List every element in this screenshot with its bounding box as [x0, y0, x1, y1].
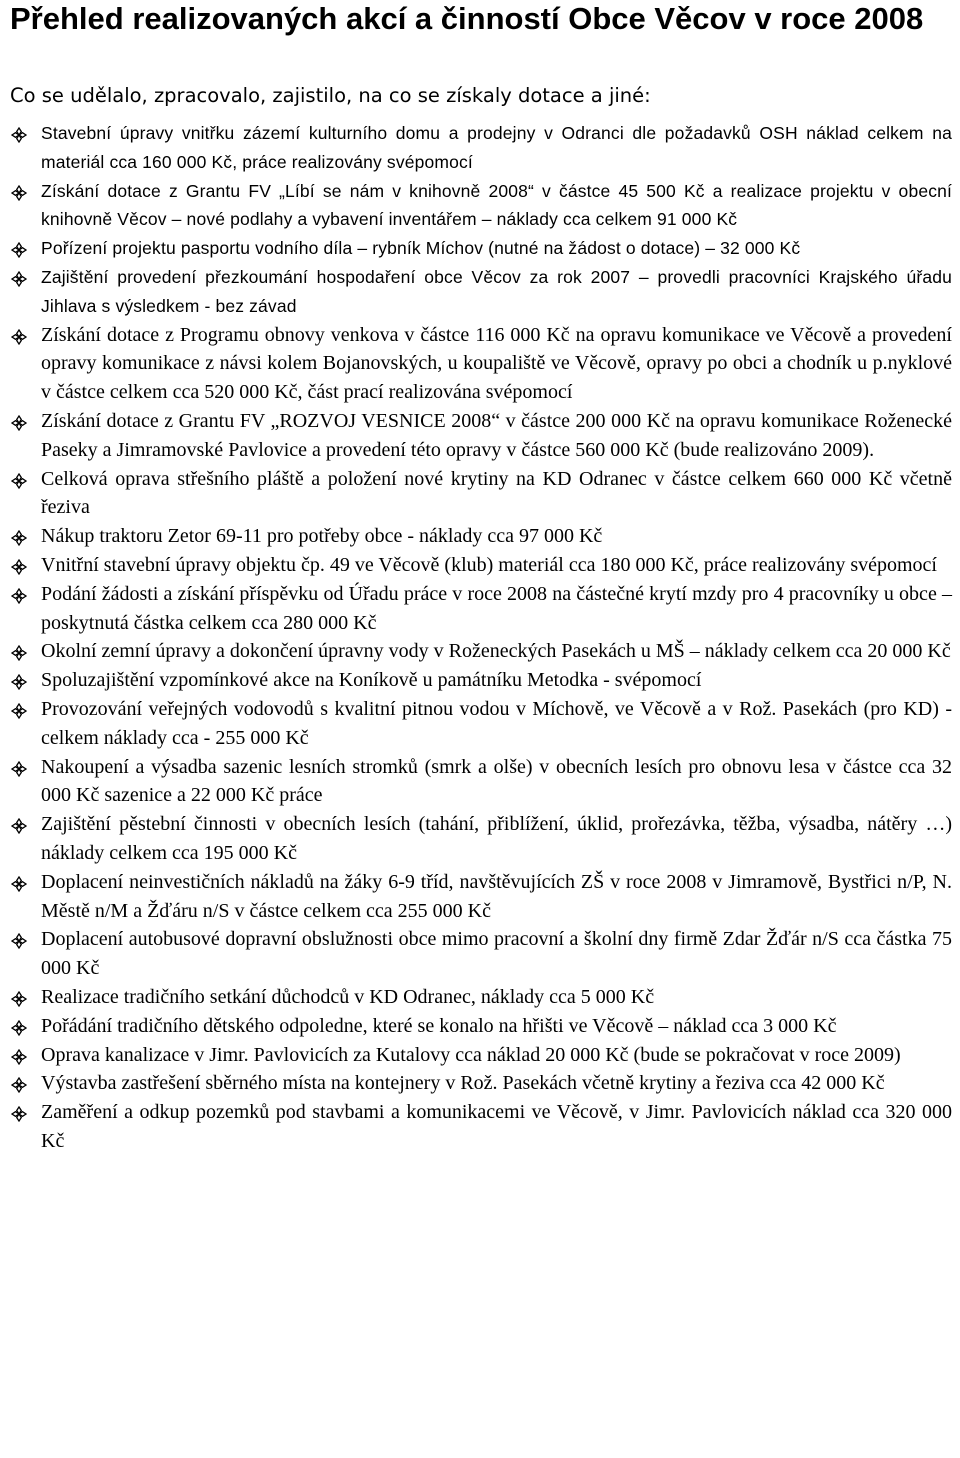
diamond-four-leaf-icon — [11, 674, 27, 690]
diamond-four-leaf-icon — [11, 933, 27, 949]
diamond-four-leaf-icon — [11, 818, 27, 834]
list-item-text: Zajištění provedení přezkoumání hospodaření obce Věcov za rok 2007 – provedli pracovníci Krajského úřadu Jihlava s výsledkem - bez závad — [41, 266, 952, 316]
list-item — [10, 1041, 952, 1070]
list-item — [10, 810, 952, 868]
list-item — [10, 666, 952, 695]
list-item — [10, 119, 952, 177]
diamond-four-leaf-icon — [11, 761, 27, 777]
list-item-text: Získání dotace z Grantu FV „Líbí se nám v knihovně 2008“ v částce 45 500 Kč a realizace projektu v obecní knihovně Věcov – nové podlahy a vybavení inventářem – náklady cca celkem 91 000 Kč — [41, 180, 952, 230]
list-item-text: Zaměření a odkup pozemků pod stavbami a komunikacemi ve Věcově, v Jimr. Pavlovicích náklad cca 320 000 Kč — [41, 1101, 952, 1152]
list-item-text: Celková oprava střešního pláště a položení nové krytiny na KD Odranec v částce celkem 660 000 Kč včetně řeziva — [41, 467, 952, 519]
diamond-four-leaf-icon — [11, 329, 27, 345]
list-item — [10, 925, 952, 983]
list-item-text: Provozování veřejných vodovodů s kvalitní pitnou vodou v Míchově, ve Věcově a v Rož. Pasekách (pro KD) - celkem náklady cca - 255 000 Kč — [41, 697, 952, 749]
list-item-text: Podání žádosti a získání příspěvku od Úřadu práce v roce 2008 na částečné krytí mzdy pro 4 pracovníky u obce – poskytnutá částka celkem cca 280 000 Kč — [41, 582, 952, 634]
list-item — [10, 263, 952, 321]
activity-list — [10, 119, 952, 1156]
diamond-four-leaf-icon — [11, 1020, 27, 1036]
list-item-text: Nákup traktoru Zetor 69-11 pro potřeby obce - náklady cca 97 000 Kč — [41, 525, 603, 548]
list-item — [10, 753, 952, 811]
list-item — [10, 695, 952, 753]
list-item — [10, 1012, 952, 1041]
diamond-four-leaf-icon — [11, 1077, 27, 1093]
list-item — [10, 1098, 952, 1156]
diamond-four-leaf-icon — [11, 876, 27, 892]
list-item-text: Výstavba zastřešení sběrného místa na kontejnery v Rož. Pasekách včetně krytiny a řeziva cca 42 000 Kč — [41, 1072, 885, 1095]
list-item-text: Pořádání tradičního dětského odpoledne, které se konalo na hřišti ve Věcově – náklad cca 3 000 Kč — [41, 1014, 837, 1037]
diamond-four-leaf-icon — [11, 588, 27, 604]
list-item-text: Zajištění pěstební činnosti v obecních lesích (tahání, přiblížení, úklid, prořezávka, těžba, výsadba, nátěry …) náklady celkem cca 195 000 Kč — [41, 813, 952, 864]
list-item — [10, 637, 952, 666]
diamond-four-leaf-icon — [11, 242, 27, 258]
diamond-four-leaf-icon — [11, 1049, 27, 1065]
list-item-text: Stavební úpravy vnitřku zázemí kulturního domu a prodejny v Odranci dle požadavků OSH náklad celkem na materiál cca 160 000 Kč, práce realizovány svépomocí — [41, 123, 952, 172]
list-item-text: Doplacení neinvestičních nákladů na žáky 6-9 tříd, navštěvujících ZŠ v roce 2008 v Jimramově, Bystřici n/P, N. Městě n/M a Žďáru n/S v částce celkem cca 255 000 Kč — [41, 870, 952, 922]
list-item — [10, 551, 952, 580]
diamond-four-leaf-icon — [11, 645, 27, 661]
list-item-text: Doplacení autobusové dopravní obslužnosti obce mimo pracovní a školní dny firmě Zdar Žďár n/S cca částka 75 000 Kč — [41, 928, 952, 980]
diamond-four-leaf-icon — [11, 530, 27, 546]
list-item-text: Spoluzajištění vzpomínkové akce na Koníkově u památníku Metodka - svépomocí — [41, 669, 702, 692]
diamond-four-leaf-icon — [11, 473, 27, 489]
list-item-text: Získání dotace z Grantu FV „ROZVOJ VESNICE 2008“ v částce 200 000 Kč na opravu komunikace Roženecké Paseky a Jimramovské Pavlovice a provedení této opravy v částce 560 000 Kč (bude realizováno 2009). — [41, 409, 952, 461]
diamond-four-leaf-icon — [11, 127, 27, 143]
list-item-text: Pořízení projektu pasportu vodního díla – rybník Míchov (nutné na žádost o dotace) – 32 000 Kč — [41, 238, 801, 259]
list-item-text: Vnitřní stavební úpravy objektu čp. 49 ve Věcově (klub) materiál cca 180 000 Kč, práce realizovány svépomocí — [41, 553, 937, 576]
diamond-four-leaf-icon — [11, 559, 27, 575]
diamond-four-leaf-icon — [11, 415, 27, 431]
list-item — [10, 465, 952, 523]
list-item-text: Realizace tradičního setkání důchodců v KD Odranec, náklady cca 5 000 Kč — [41, 985, 655, 1008]
list-item-text: Získání dotace z Programu obnovy venkova v částce 116 000 Kč na opravu komunikace ve Věcově a provedení opravy komunikace z návsi kolem Bojanovských, u koupaliště ve Věcově, opravy po obci a chodník u p.nyklové v částce celkem cca 520 000 Kč, část prací realizována svépomocí — [41, 323, 952, 404]
diamond-four-leaf-icon — [11, 991, 27, 1007]
list-item — [10, 522, 952, 551]
list-item-text: Oprava kanalizace v Jimr. Pavlovicích za Kutalovy cca náklad 20 000 Kč (bude se pokračovat v roce 2009) — [41, 1043, 901, 1066]
list-item — [10, 177, 952, 235]
list-item — [10, 321, 952, 407]
list-item — [10, 1069, 952, 1098]
list-item-text: Okolní zemní úpravy a dokončení úpravny vody v Roženeckých Pasekách u MŠ – náklady celkem cca 20 000 Kč — [41, 640, 951, 663]
list-item — [10, 983, 952, 1012]
page-subtitle: Co se udělalo, zpracovalo, zajistilo, na co se získaly dotace a jiné: — [10, 84, 651, 107]
page-title: Přehled realizovaných akcí a činností Obce Věcov v roce 2008 — [10, 1, 924, 36]
diamond-four-leaf-icon — [11, 1106, 27, 1122]
list-item — [10, 580, 952, 638]
diamond-four-leaf-icon — [11, 703, 27, 719]
list-item-text: Nakoupení a výsadba sazenic lesních stromků (smrk a olše) v obecních lesích pro obnovu lesa v částce cca 32 000 Kč sazenice a 22 000 Kč práce — [41, 755, 952, 807]
list-item — [10, 234, 952, 263]
list-item — [10, 868, 952, 926]
list-item — [10, 407, 952, 465]
diamond-four-leaf-icon — [11, 185, 27, 201]
diamond-four-leaf-icon — [11, 271, 27, 287]
